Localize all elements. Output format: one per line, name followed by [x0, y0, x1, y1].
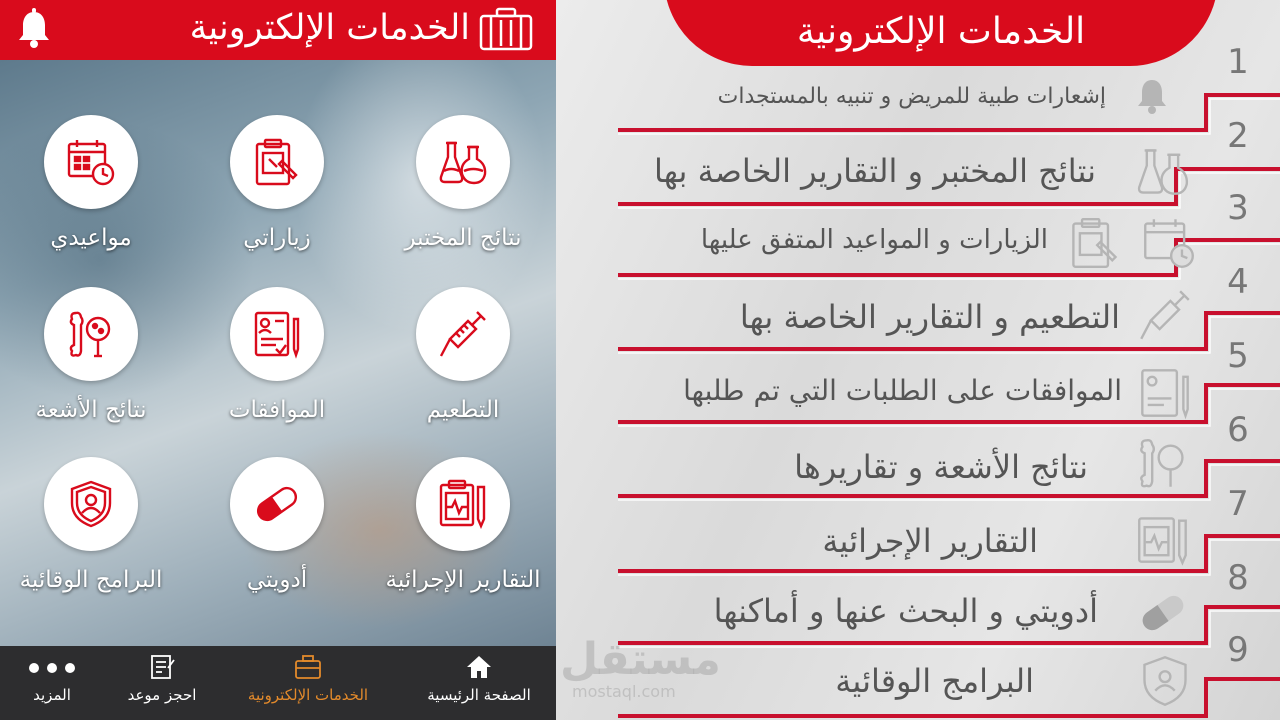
tile-xray-results[interactable] [11, 287, 171, 437]
app-header [0, 0, 556, 60]
item-number: 2 [1227, 116, 1249, 156]
tile-label: البرامج الوقائية [19, 567, 163, 593]
nav-label: الخدمات الإلكترونية [247, 686, 369, 704]
lab-flask-icon [1136, 144, 1190, 198]
bell-icon[interactable] [14, 8, 54, 50]
xray-bone-icon [1136, 436, 1190, 490]
syringe-icon [1138, 288, 1192, 342]
nav-home[interactable] [404, 646, 554, 720]
pill-icon [230, 457, 324, 551]
item-text: التقارير الإجرائية [822, 522, 1038, 560]
nav-book-appointment[interactable] [112, 646, 212, 720]
shield-user-icon [44, 457, 138, 551]
watermark-logo: مستقل [560, 634, 721, 685]
item-number: 1 [1227, 42, 1249, 82]
nav-more[interactable] [10, 646, 94, 720]
item-text: التطعيم و التقارير الخاصة بها [739, 298, 1120, 336]
item-number: 9 [1227, 630, 1249, 670]
item-text: البرامج الوقائية [835, 662, 1034, 700]
tile-visits[interactable] [197, 115, 357, 265]
app-title: الخدمات الإلكترونية [189, 8, 470, 48]
clipboard-visit-icon [230, 115, 324, 209]
tile-appointments[interactable] [11, 115, 171, 265]
tile-label: أدويتي [246, 567, 308, 593]
tile-label: نتائج الأشعة [35, 397, 147, 423]
tile-approvals[interactable] [197, 287, 357, 437]
tile-medications[interactable] [197, 457, 357, 607]
syringe-icon [416, 287, 510, 381]
item-number: 5 [1227, 336, 1249, 376]
approval-document-icon [1138, 366, 1192, 420]
doctor-background-image [0, 60, 556, 646]
nav-label: احجز موعد [127, 686, 197, 704]
watermark-url: mostaql.com [572, 682, 676, 701]
tile-label: الموافقات [228, 397, 326, 423]
services-list-panel [556, 0, 1280, 720]
mobile-app-screen [0, 0, 556, 720]
tile-procedure-reports[interactable] [383, 457, 543, 607]
approval-document-icon [230, 287, 324, 381]
item-text: إشعارات طبية للمريض و تنبيه بالمستجدات [717, 84, 1106, 109]
item-number: 4 [1227, 262, 1249, 302]
tile-lab-results[interactable] [383, 115, 543, 265]
tile-label: التطعيم [426, 397, 500, 423]
lab-flask-icon [416, 115, 510, 209]
shield-user-icon [1138, 654, 1192, 708]
book-appointment-icon [148, 654, 176, 680]
tile-label: مواعيدي [50, 225, 132, 251]
pill-icon [1136, 586, 1190, 640]
panel-title: الخدمات الإلكترونية [796, 11, 1086, 52]
calendar-clock-icon [1142, 216, 1196, 270]
item-text: أدويتي و البحث عنها و أماكنها [713, 592, 1098, 630]
bottom-navigation [0, 646, 556, 720]
nav-label: المزيد [33, 686, 71, 704]
xray-bone-icon [44, 287, 138, 381]
tile-label: التقارير الإجرائية [385, 567, 541, 593]
item-number: 8 [1227, 558, 1249, 598]
item-number: 3 [1227, 188, 1249, 228]
briefcase-icon [294, 654, 322, 680]
more-dots-icon [24, 654, 80, 680]
briefcase-icon [478, 6, 534, 52]
item-number: 7 [1227, 484, 1249, 524]
nav-e-services[interactable] [228, 646, 388, 720]
item-number: 6 [1227, 410, 1249, 450]
tile-label: زياراتي [243, 225, 311, 251]
tile-vaccination[interactable] [383, 287, 543, 437]
calendar-clock-icon [44, 115, 138, 209]
procedure-report-icon [1136, 512, 1190, 566]
procedure-report-icon [416, 457, 510, 551]
tile-preventive-programs[interactable] [11, 457, 171, 607]
home-icon [465, 654, 493, 680]
item-text: نتائج الأشعة و تقاريرها [794, 448, 1088, 486]
bell-icon [1130, 74, 1174, 118]
clipboard-visit-icon [1068, 216, 1122, 270]
tile-label: نتائج المختبر [404, 225, 522, 251]
nav-label: الصفحة الرئيسية [427, 686, 531, 704]
item-text: الموافقات على الطلبات التي تم طلبها [683, 374, 1122, 407]
item-text: نتائج المختبر و التقارير الخاصة بها [654, 152, 1096, 190]
item-text: الزيارات و المواعيد المتفق عليها [700, 225, 1048, 255]
